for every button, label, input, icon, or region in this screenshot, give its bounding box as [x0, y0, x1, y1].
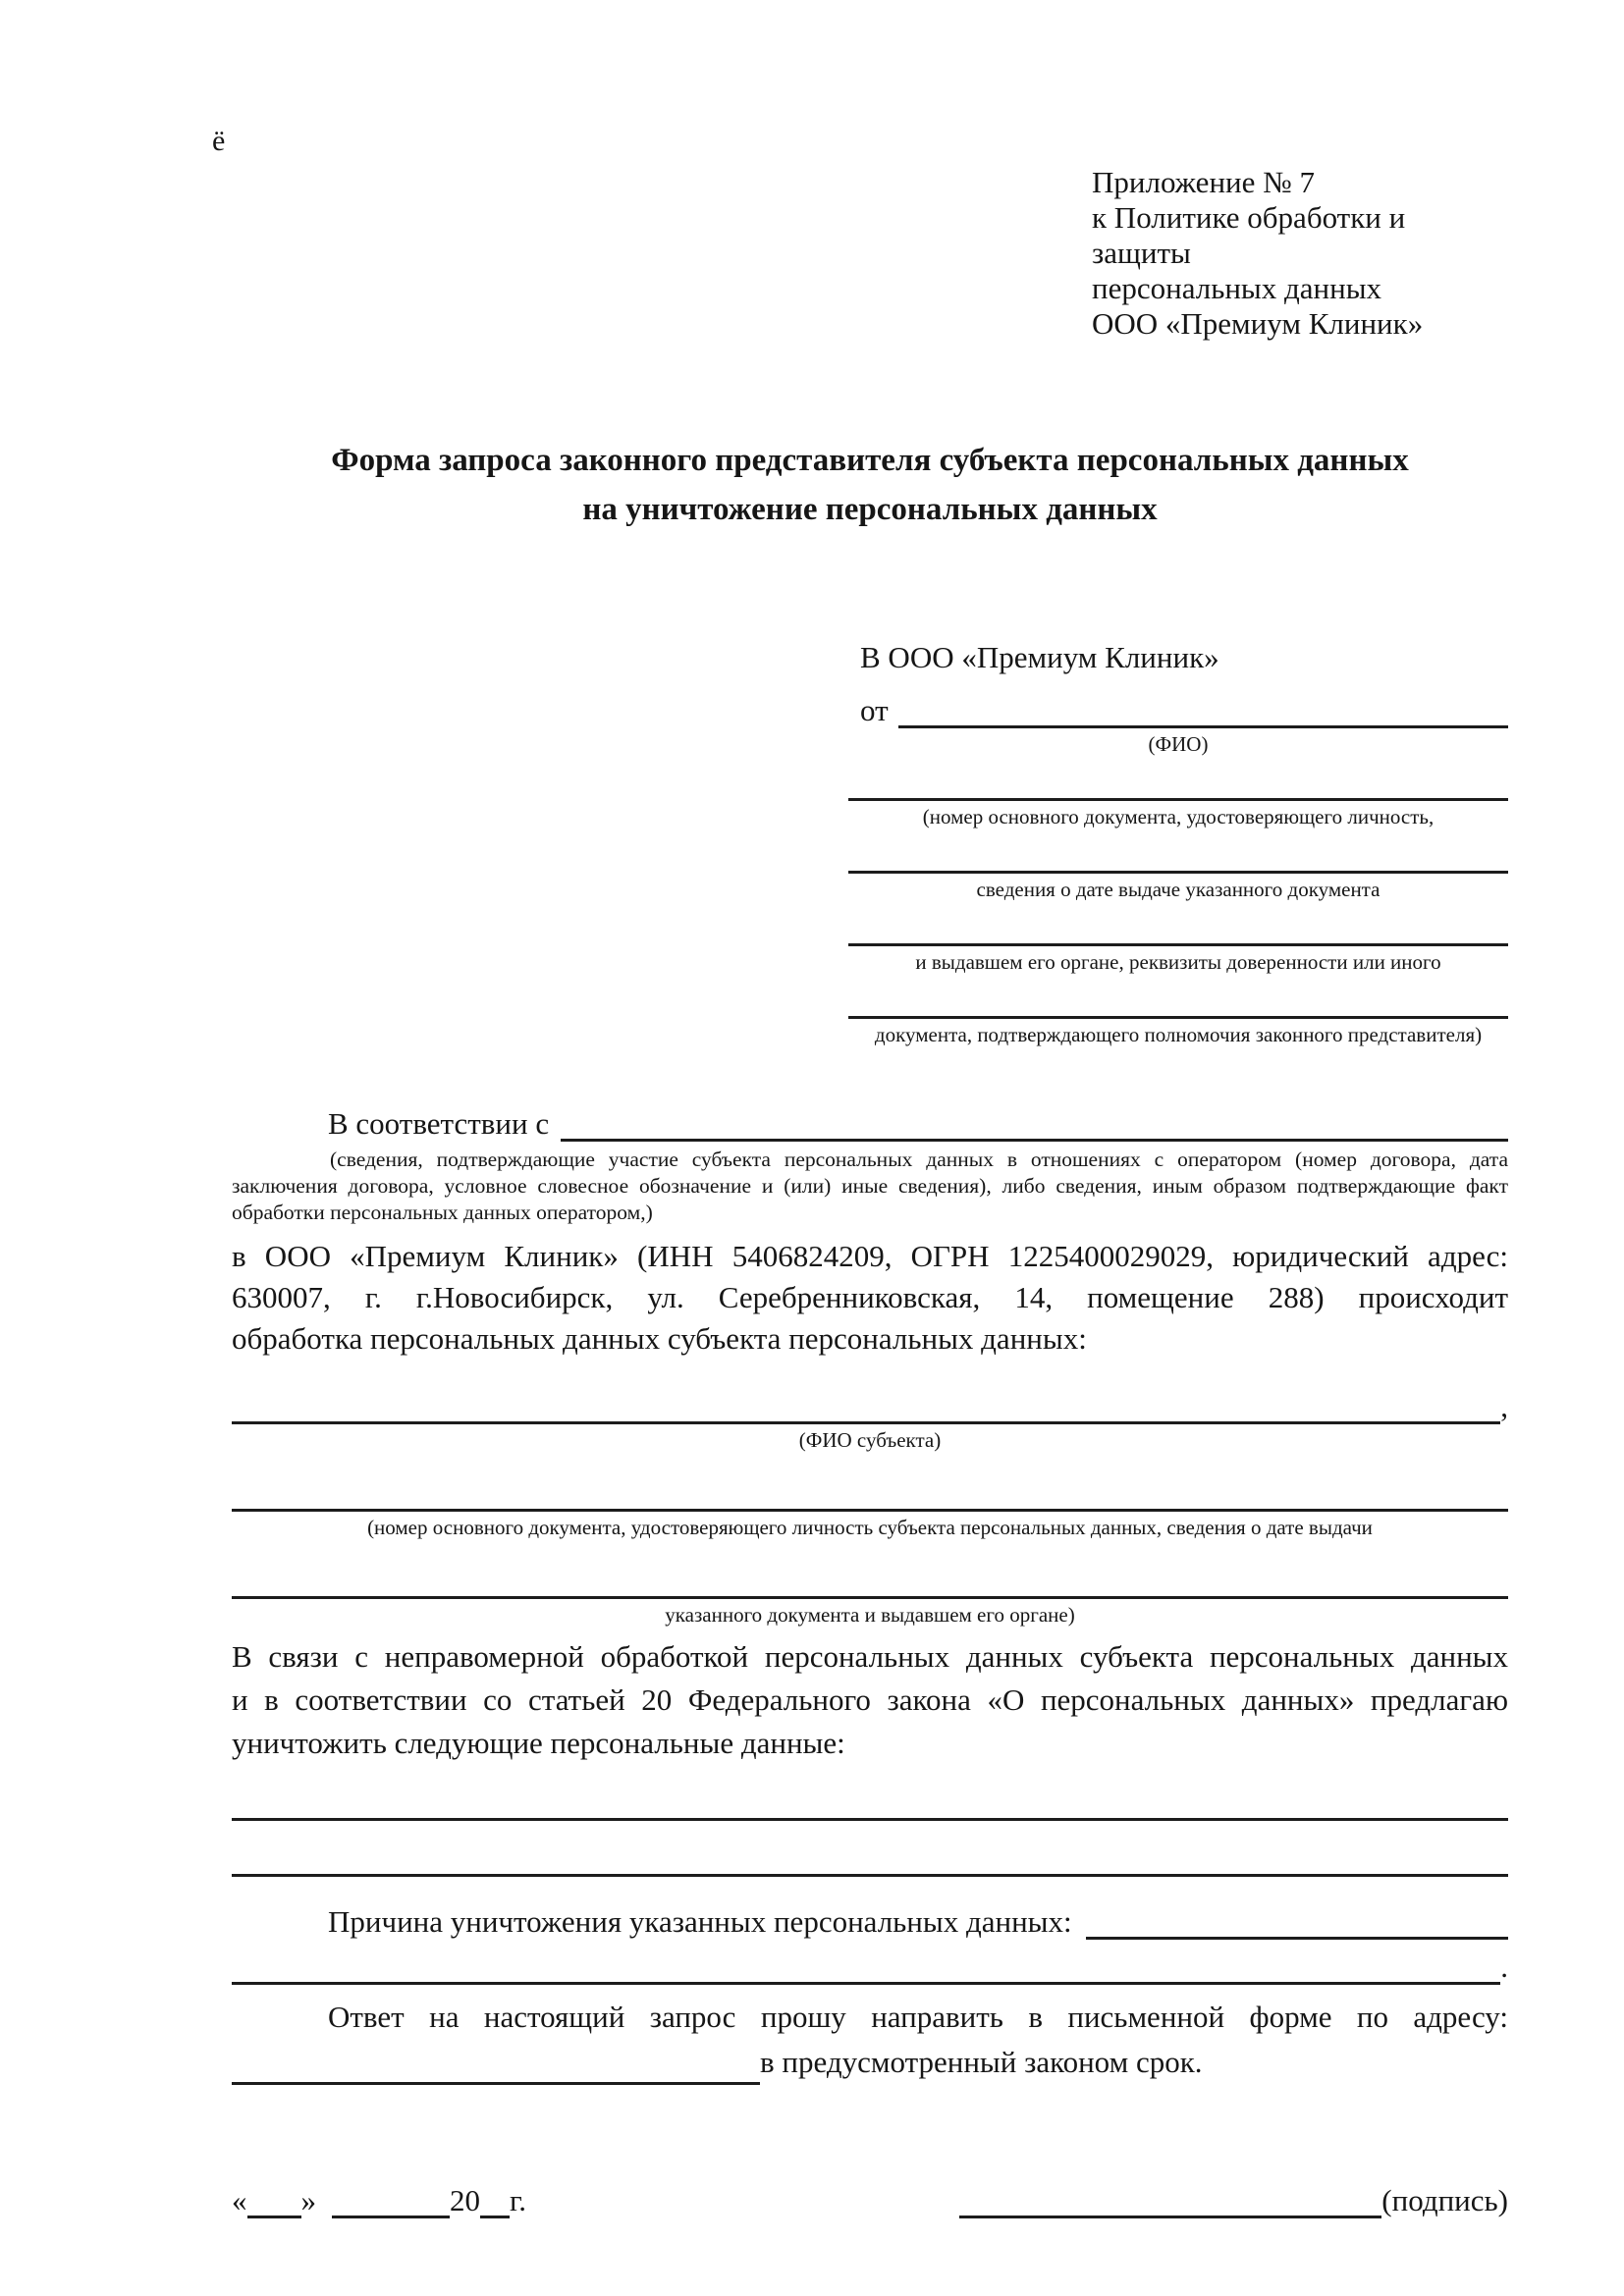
date-group: [232, 2177, 526, 2218]
operator-paragraph-line: в ООО «Премиум Клиник» (ИНН 5406824209, ОГРН 1225400029029, юридический адрес:: [232, 1239, 1508, 1273]
form-title-line-1: Форма запроса законного представителя субъекта персональных данных: [331, 443, 1409, 478]
signature-caption: (подпись): [1381, 2183, 1508, 2217]
appendix-line: ООО «Премиум Клиник»: [1092, 306, 1424, 341]
appendix-block: [1092, 165, 1508, 342]
appendix-line: персональных данных: [1092, 271, 1382, 305]
year-suffix: г.: [510, 2183, 526, 2217]
stray-letter: ё: [212, 125, 226, 157]
open-quote: «: [232, 2183, 247, 2217]
request-line: и в соответствии со статьей 20 Федерального закона «О персональных данных» предлагаю: [232, 1682, 1508, 1717]
issue-date-fill-line[interactable]: [848, 829, 1508, 874]
operator-paragraph-line: 630007, г. г.Новосибирск, ул. Серебренниковская, 14, помещение 288) происходит: [232, 1280, 1508, 1314]
fio-caption: (ФИО): [1148, 732, 1209, 756]
period-suffix: .: [1500, 1949, 1508, 1984]
subject-fio-caption: (ФИО субъекта): [798, 1428, 942, 1452]
from-row: [860, 685, 1508, 728]
appendix-line: Приложение № 7: [1092, 165, 1315, 199]
note-line: (сведения, подтверждающие участие субъекта персональных данных в отношениях с оператором (номер договора, дата: [330, 1148, 1508, 1171]
reason-fill-line-2[interactable]: [232, 1982, 1500, 1985]
issue-date-caption: сведения о дате выдаче указанного документа: [976, 878, 1380, 901]
authority-document-caption: документа, подтверждающего полномочия законного представителя): [874, 1023, 1483, 1046]
form-title: [232, 436, 1508, 534]
operator-paragraph-line: обработка персональных данных субъекта персональных данных:: [232, 1321, 1087, 1356]
addressee-block: [860, 638, 1508, 1047]
signature-fill-line[interactable]: [959, 2174, 1381, 2218]
month-fill-line[interactable]: [332, 2174, 450, 2218]
subject-authority-fill-line[interactable]: [232, 1596, 1508, 1599]
reply-tail: в предусмотренный законом срок.: [760, 2045, 1203, 2079]
footer-row: [232, 2177, 1508, 2218]
form-title-line-2: на уничтожение персональных данных: [582, 492, 1158, 527]
accordance-row: [232, 1100, 1508, 1142]
reason-label: Причина уничтожения указанных персональных данных:: [328, 1904, 1072, 1939]
subject-authority-caption: указанного документа и выдавшем его органе): [665, 1603, 1075, 1627]
note-line: обработки персональных данных оператором,): [232, 1201, 653, 1224]
comma-suffix: ,: [1500, 1389, 1508, 1423]
addressee-organization: В ООО «Премиум Клиник»: [860, 640, 1219, 674]
from-label: от: [860, 693, 889, 727]
reply-address-fill-line[interactable]: [232, 2037, 760, 2085]
reply-paragraph: [232, 1995, 1508, 2085]
subject-fio-fill-line[interactable]: [232, 1421, 1500, 1424]
accordance-lead: В соответствии с: [328, 1106, 550, 1141]
subject-document-row: [232, 1472, 1508, 1512]
year-fill-line[interactable]: [480, 2174, 510, 2218]
authority-document-fill-line[interactable]: [848, 975, 1508, 1019]
subject-document-caption: (номер основного документа, удостоверяющего личность субъекта персональных данных, сведения о дате выдачи: [367, 1516, 1373, 1539]
request-line: уничтожить следующие персональные данные:: [232, 1726, 845, 1760]
appendix-line: к Политике обработки и защиты: [1092, 200, 1406, 270]
issuing-authority-caption: и выдавшем его органе, реквизиты доверенности или иного: [915, 950, 1441, 974]
reason-row: [232, 1895, 1508, 1940]
accordance-note: [232, 1147, 1508, 1226]
subject-document-fill-line[interactable]: [232, 1509, 1508, 1512]
operator-paragraph: [232, 1236, 1508, 1360]
request-paragraph: [232, 1635, 1508, 1765]
close-quote: »: [300, 2183, 316, 2217]
document-number-fill-line[interactable]: [848, 757, 1508, 801]
document-number-caption: (номер основного документа, удостоверяющего личность,: [922, 805, 1435, 828]
request-line: В связи с неправомерной обработкой персональных данных субъекта персональных данных: [232, 1639, 1508, 1674]
subject-authority-row: [232, 1560, 1508, 1599]
fio-fill-line[interactable]: [898, 725, 1508, 728]
reply-address-row: [232, 2040, 1508, 2085]
signature-group: [959, 2177, 1508, 2218]
data-to-destroy-fill-line-2[interactable]: [232, 1821, 1508, 1877]
reply-lead-line: Ответ на настоящий запрос прошу направить в письменной форме по адресу:: [328, 2000, 1508, 2034]
year-prefix: 20: [450, 2183, 480, 2217]
issuing-authority-fill-line[interactable]: [848, 902, 1508, 946]
reason-fill-line-1[interactable]: [1086, 1937, 1508, 1940]
accordance-fill-line[interactable]: [561, 1139, 1508, 1142]
day-fill-line[interactable]: [247, 2174, 301, 2218]
note-line: заключения договора, условное словесное обозначение и (или) иные сведения), либо сведения, иным образом подтверждающие факт: [232, 1174, 1508, 1198]
subject-fio-row: [232, 1385, 1508, 1424]
data-to-destroy-fill-line-1[interactable]: [232, 1765, 1508, 1821]
reason-continuation-row: [232, 1940, 1508, 1985]
